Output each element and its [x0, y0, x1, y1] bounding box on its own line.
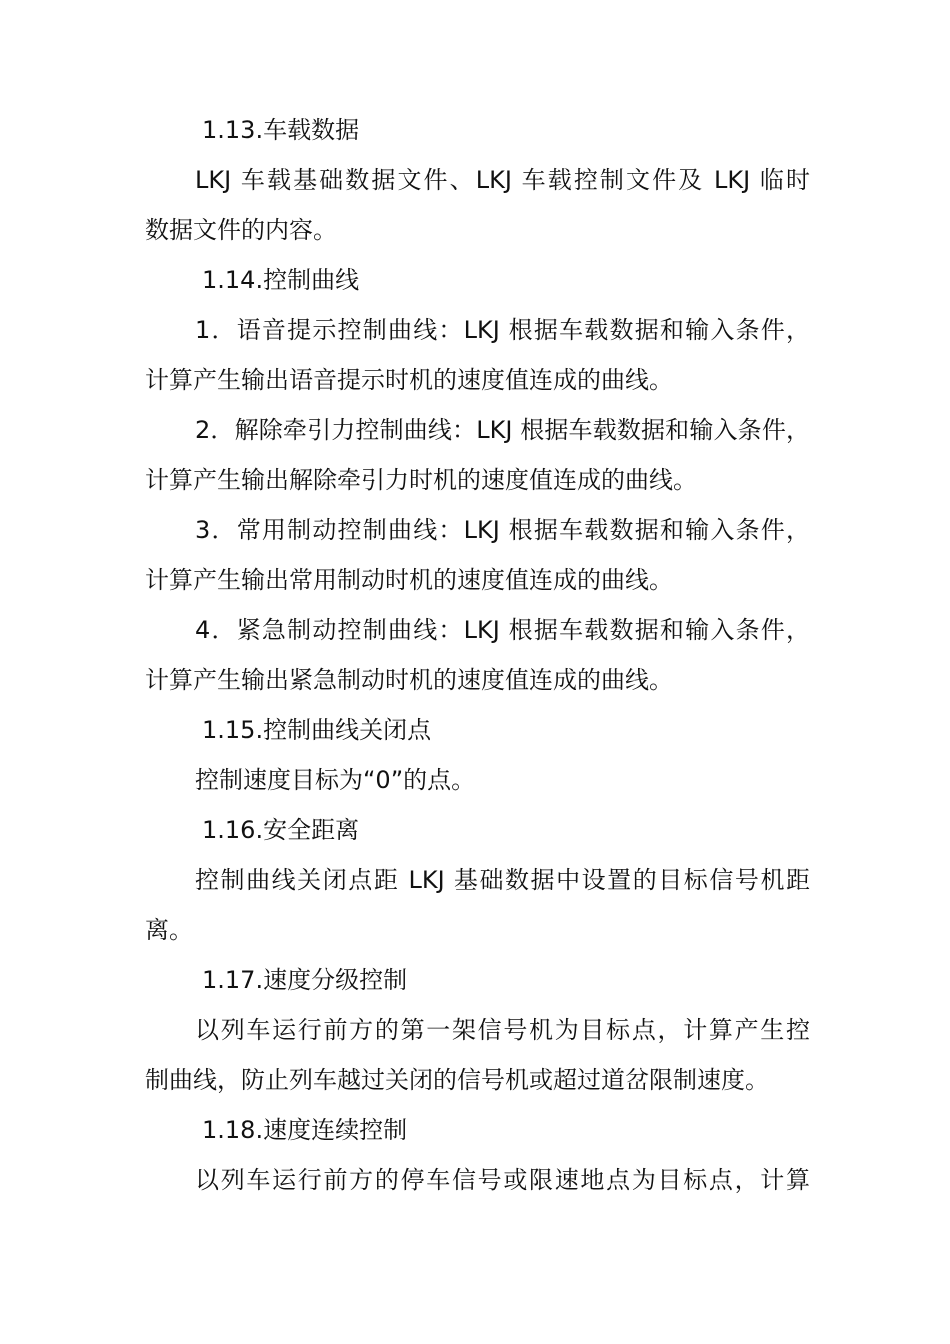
paragraph-line: 2．解除牵引力控制曲线：LKJ 根据车载数据和输入条件，	[195, 416, 810, 444]
paragraph-line: 以列车运行前方的第一架信号机为目标点，计算产生控	[195, 1016, 810, 1044]
paragraph-line: 计算产生输出常用制动时机的速度值连成的曲线。	[145, 566, 673, 594]
section-heading-1-15: 1.15.控制曲线关闭点	[202, 716, 432, 744]
paragraph-line: 制曲线，防止列车越过关闭的信号机或超过道岔限制速度。	[145, 1066, 769, 1094]
paragraph-line: 计算产生输出紧急制动时机的速度值连成的曲线。	[145, 666, 673, 694]
paragraph-line: 计算产生输出解除牵引力时机的速度值连成的曲线。	[145, 466, 697, 494]
paragraph-line: 数据文件的内容。	[145, 216, 337, 244]
paragraph-line: 控制曲线关闭点距 LKJ 基础数据中设置的目标信号机距	[195, 866, 810, 894]
section-heading-1-16: 1.16.安全距离	[202, 816, 360, 844]
paragraph-line: 3．常用制动控制曲线：LKJ 根据车载数据和输入条件，	[195, 516, 810, 544]
section-heading-1-14: 1.14.控制曲线	[202, 266, 360, 294]
document-page	[145, 105, 810, 1205]
paragraph-line: 计算产生输出语音提示时机的速度值连成的曲线。	[145, 366, 673, 394]
paragraph-line: LKJ 车载基础数据文件、LKJ 车载控制文件及 LKJ 临时	[195, 166, 810, 194]
paragraph-line: 1．语音提示控制曲线：LKJ 根据车载数据和输入条件，	[195, 316, 810, 344]
section-heading-1-18: 1.18.速度连续控制	[202, 1116, 408, 1144]
section-heading-1-17: 1.17.速度分级控制	[202, 966, 408, 994]
paragraph-line: 控制速度目标为“0”的点。	[195, 766, 476, 794]
paragraph-line: 以列车运行前方的停车信号或限速地点为目标点，计算	[195, 1166, 810, 1194]
paragraph-line: 4．紧急制动控制曲线：LKJ 根据车载数据和输入条件，	[195, 616, 810, 644]
section-heading-1-13: 1.13.车载数据	[202, 116, 360, 144]
paragraph-line: 离。	[145, 916, 193, 944]
